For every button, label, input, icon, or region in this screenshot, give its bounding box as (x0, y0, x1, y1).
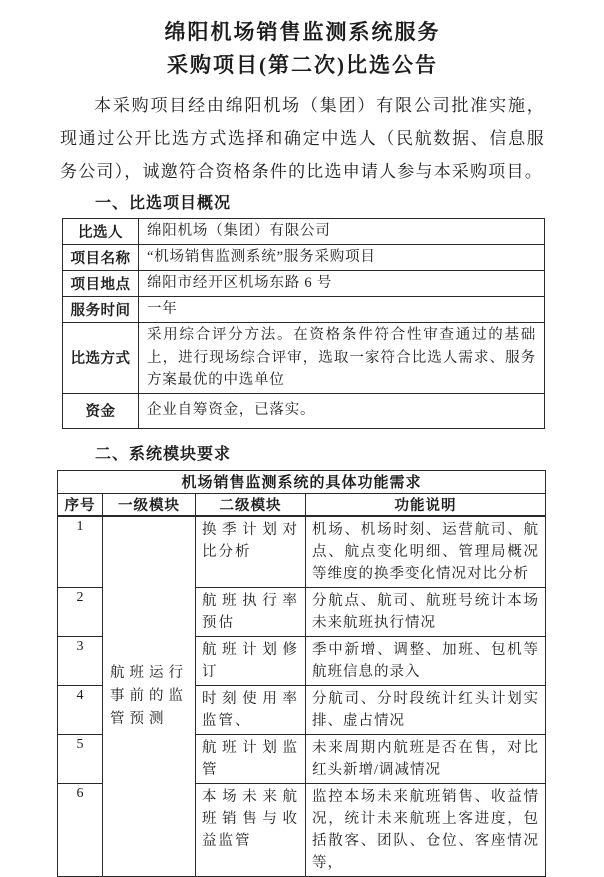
row-number: 6 (58, 783, 103, 876)
function-description-cell: 分航司、分时段统计红头计划实排、虚占情况 (306, 685, 546, 734)
table-row (58, 516, 546, 588)
overview-value: 绵阳市经开区机场东路 6 号 (139, 271, 545, 297)
section-heading-modules: 二、系统模块要求 (95, 445, 232, 463)
table-caption-row (58, 470, 546, 493)
document-title (60, 16, 545, 82)
row-number: 2 (58, 587, 103, 636)
level2-module-cell: 本场未来航班销售与收益监管 (196, 783, 306, 876)
table-row (63, 271, 545, 297)
table-row (63, 323, 545, 394)
row-number: 4 (58, 685, 103, 734)
intro-paragraph: 本采购项目经由绵阳机场（集团）有限公司批准实施，现通过公开比选方式选择和确定中选人（民航数据、信息服务公司），诚邀符合资格条件的比选申请人参与本采购项目。 (60, 96, 545, 181)
level2-module-cell: 航班计划监管 (196, 734, 306, 783)
table-row (63, 297, 545, 323)
document-title-line2: 采购项目(第二次)比选公告 (167, 53, 438, 77)
level2-module-cell: 航班计划修订 (196, 636, 306, 685)
function-description-cell: 监控本场未来航班销售、收益情况，统计未来航班上客进度，包括散客、团队、仓位、客座情况等， (306, 783, 546, 876)
column-header-module1: 一级模块 (103, 493, 196, 516)
section-heading-overview: 一、比选项目概况 (95, 195, 232, 212)
column-header-description: 功能说明 (306, 493, 546, 516)
row-number: 1 (58, 516, 103, 588)
overview-value: 采用综合评分方法。在资格条件符合性审查通过的基础上，进行现场综合评审，选取一家符合比选人需求、服务方案最优的中选单位 (139, 323, 545, 394)
table-row (63, 393, 545, 428)
table-row (63, 219, 545, 245)
document-title-line1: 绵阳机场销售监测系统服务 (164, 20, 441, 44)
function-description-cell: 未来周期内航班是否在售，对比红头新增/调减情况 (306, 734, 546, 783)
overview-value: 绵阳机场（集团）有限公司 (139, 219, 545, 245)
level2-module-cell: 航班执行率预估 (196, 587, 306, 636)
modules-table (57, 470, 546, 877)
overview-label: 比选方式 (63, 323, 139, 394)
function-description-cell: 机场、机场时刻、运营航司、航点、航点变化明细、管理局概况等维度的换季变化情况对比分析 (306, 516, 546, 588)
overview-value: 一年 (139, 297, 545, 323)
table-header-row (58, 493, 546, 516)
overview-value: “机场销售监测系统”服务采购项目 (139, 245, 545, 271)
level2-module-cell: 换季计划对比分析 (196, 516, 306, 588)
overview-table (62, 218, 545, 429)
overview-value: 企业自筹资金，已落实。 (139, 393, 545, 428)
column-header-no: 序号 (58, 493, 103, 516)
level2-module-cell: 时刻使用率监管、 (196, 685, 306, 734)
function-description-cell: 分航点、航司、航班号统计本场未来航班执行情况 (306, 587, 546, 636)
table-row (63, 245, 545, 271)
column-header-module2: 二级模块 (196, 493, 306, 516)
level1-module-cell: 航班运行事前的监管预测 (103, 516, 196, 877)
modules-table-caption: 机场销售监测系统的具体功能需求 (58, 470, 546, 493)
row-number: 5 (58, 734, 103, 783)
overview-label: 比选人 (63, 219, 139, 245)
overview-label: 项目名称 (63, 245, 139, 271)
row-number: 3 (58, 636, 103, 685)
overview-label: 服务时间 (63, 297, 139, 323)
function-description-cell: 季中新增、调整、加班、包机等航班信息的录入 (306, 636, 546, 685)
overview-label: 资金 (63, 393, 139, 428)
overview-label: 项目地点 (63, 271, 139, 297)
